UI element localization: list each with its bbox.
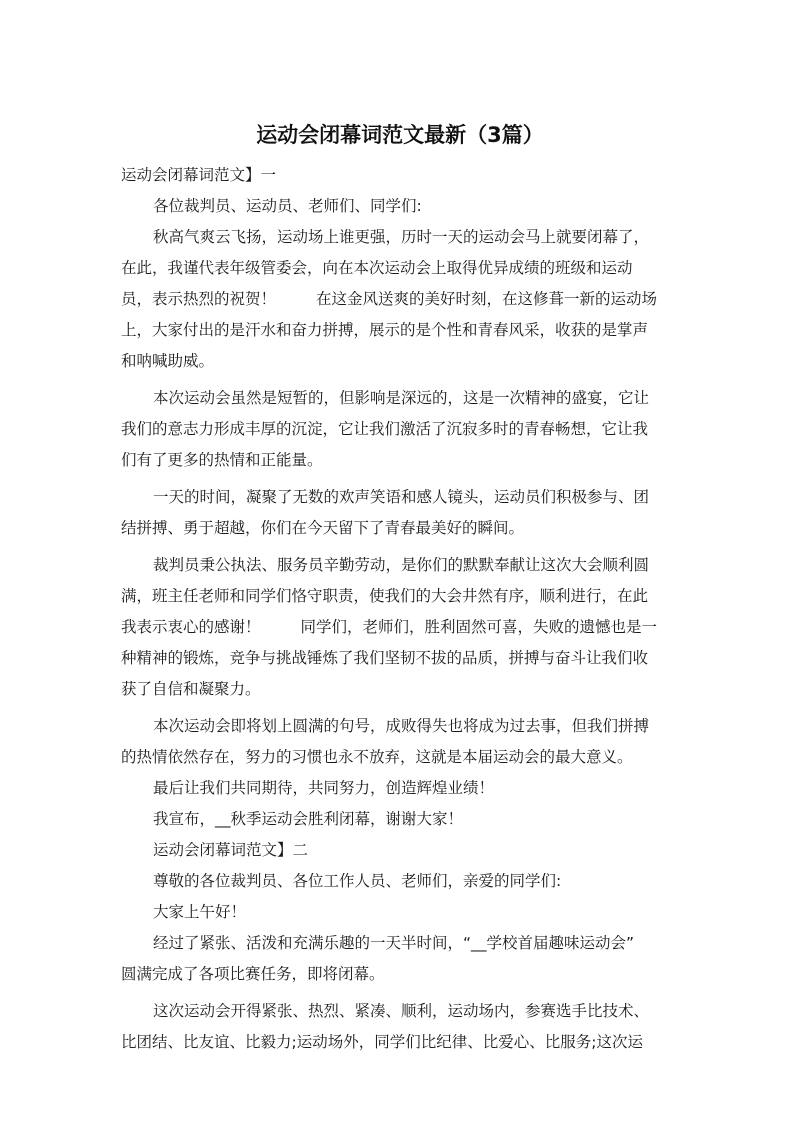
- paragraph-line: 在此，我谨代表年级管委会，向在本次运动会上取得优异成绩的班级和运动: [121, 259, 633, 277]
- paragraph-line: 上，大家付出的是汗水和奋力拼搏，展示的是个性和青春风采，收获的是掌声: [121, 321, 649, 339]
- paragraph-line: [121, 612, 681, 643]
- paragraph-line: 种精神的锻炼，竞争与挑战锤炼了我们坚韧不拔的品质，拼搏与奋斗让我们收: [121, 649, 649, 667]
- document-title: 运动会闭幕词范文最新（3篇）: [256, 123, 544, 147]
- paragraph-line: 结拼搏、勇于超越，你们在今天留下了青春最美好的瞬间。: [121, 519, 525, 537]
- section-heading: 运动会闭幕词范文】一: [121, 166, 277, 184]
- paragraph-line: 最后让我们共同期待，共同努力，创造辉煌业绩！: [153, 779, 495, 797]
- paragraph-line: 的热情依然存在，努力的习惯也永不放弃，这就是本届运动会的最大意义。: [121, 748, 633, 766]
- paragraph-line: 这次运动会开得紧张、热烈、紧凑、顺利，运动场内，参赛选手比技术、: [153, 1002, 650, 1020]
- paragraph-line: 经过了紧张、活泼和充满乐趣的一天半时间，“__学校首届趣味运动会”: [153, 934, 635, 952]
- section-heading: 运动会闭幕词范文】二: [153, 841, 309, 859]
- paragraph-text: 同学们，老师们，胜利固然可喜，失败的遗憾也是一: [300, 618, 658, 636]
- paragraph-line: 们有了更多的热情和正能量。: [121, 451, 323, 469]
- paragraph-line: 圆满完成了各项比赛任务，即将闭幕。: [121, 965, 385, 983]
- document-body: [121, 160, 681, 1058]
- paragraph-line: 比团结、比友谊、比毅力;运动场外，同学们比纪律、比爱心、比服务;这次运: [121, 1033, 643, 1051]
- paragraph-text: 在这金风送爽的美好时刻，在这修葺一新的运动场: [316, 290, 658, 308]
- paragraph-line: 我们的意志力形成丰厚的沉淀，它让我们激活了沉寂多时的青春畅想，它让我: [121, 420, 649, 438]
- paragraph-text: 员，表示热烈的祝贺！: [121, 290, 277, 308]
- paragraph-line: 裁判员秉公执法、服务员辛勤劳动，是你们的默默奉献让这次大会顺利圆: [153, 556, 650, 574]
- paragraph-line: 一天的时间，凝聚了无数的欢声笑语和感人镜头，运动员们积极参与、团: [153, 488, 650, 506]
- paragraph-line: [121, 284, 681, 315]
- paragraph-line: 各位裁判员、运动员、老师们、同学们:: [153, 197, 422, 215]
- paragraph-line: 我宣布，__秋季运动会胜利闭幕，谢谢大家！: [153, 810, 464, 828]
- paragraph-text: 我表示衷心的感谢！: [121, 618, 261, 636]
- paragraph-line: 秋高气爽云飞扬，运动场上谁更强，历时一天的运动会马上就要闭幕了，: [153, 228, 650, 246]
- paragraph-line: 本次运动会虽然是短暂的，但影响是深远的，这是一次精神的盛宴，它让: [153, 389, 650, 407]
- paragraph-line: 获了自信和凝聚力。: [121, 680, 261, 698]
- paragraph-line: 和呐喊助威。: [121, 352, 215, 370]
- paragraph-line: 大家上午好！: [153, 903, 247, 921]
- paragraph-line: 满，班主任老师和同学们恪守职责，使我们的大会井然有序，顺利进行，在此: [121, 587, 649, 605]
- paragraph-line: 本次运动会即将划上圆满的句号，成败得失也将成为过去事，但我们拼搏: [153, 717, 650, 735]
- paragraph-line: 尊敬的各位裁判员、各位工作人员、老师们，亲爱的同学们:: [153, 872, 562, 890]
